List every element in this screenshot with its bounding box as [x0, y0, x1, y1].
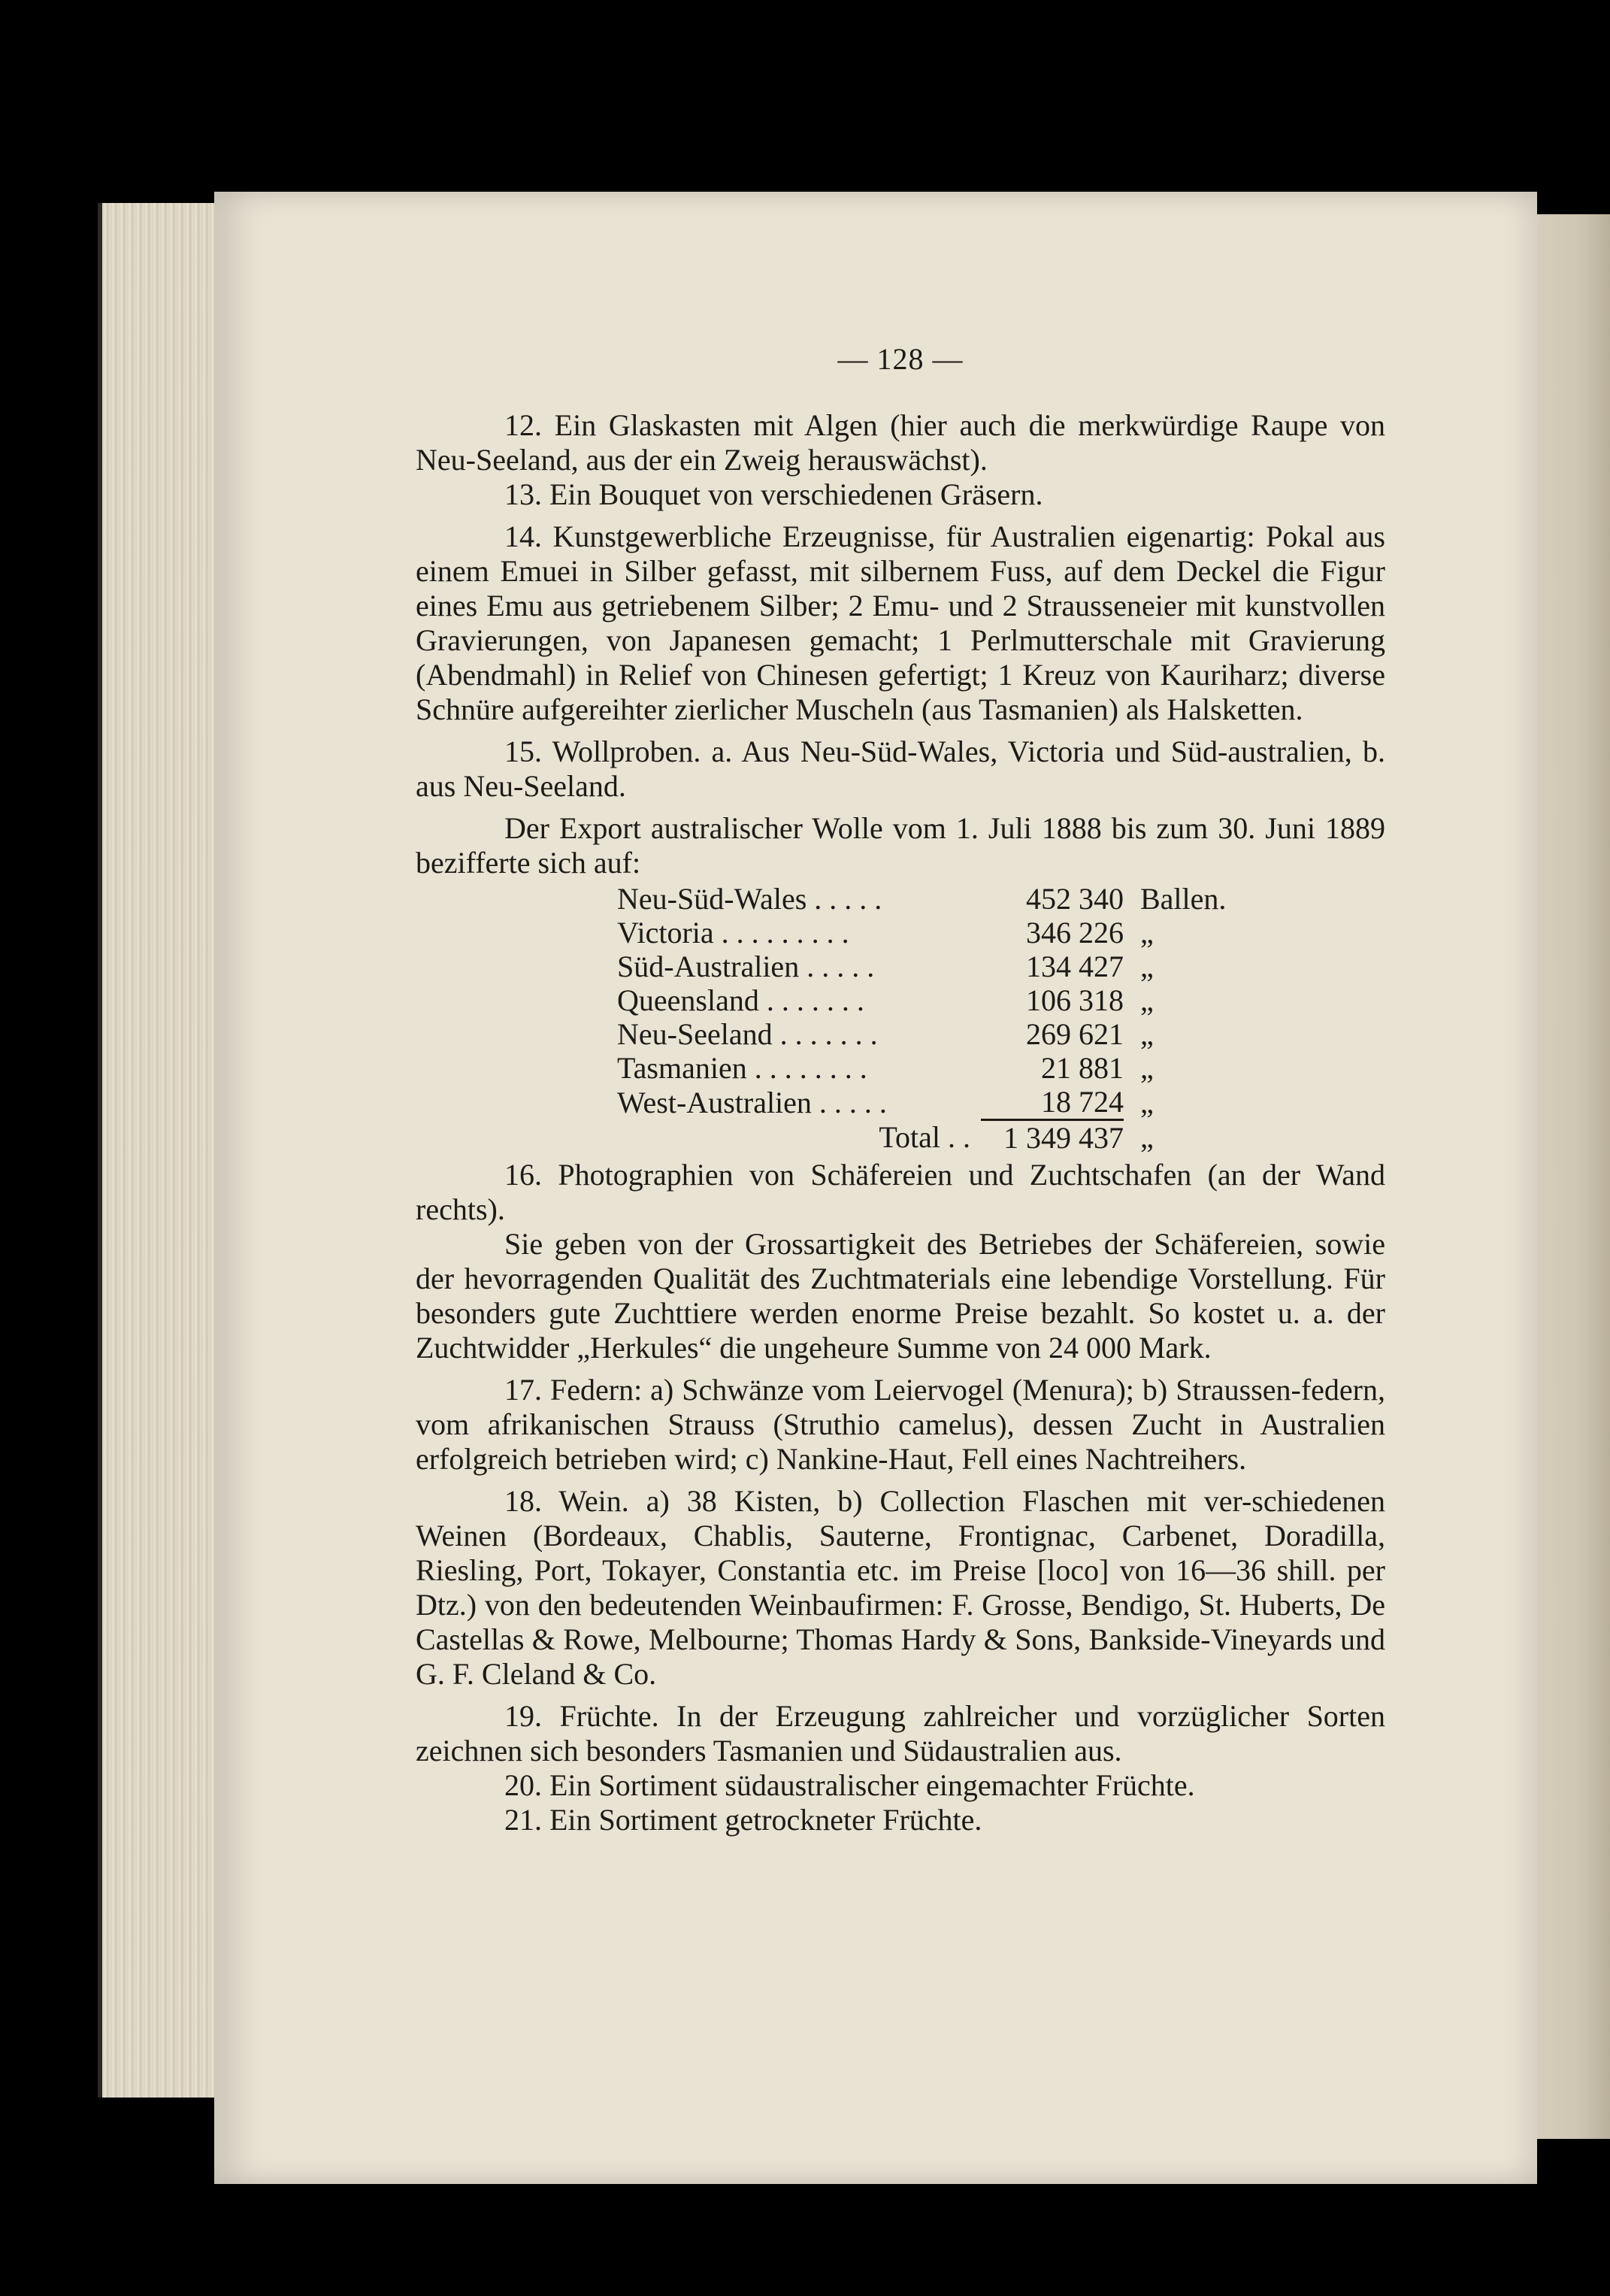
total-unit: „	[1140, 1120, 1154, 1155]
paragraph-16: 16. Photographien von Schäfereien und Zuchtschafen (an der Wand rechts).	[416, 1158, 1385, 1226]
paragraph-15: 15. Wollproben. a. Aus Neu-Süd-Wales, Victoria und Süd-australien, b. aus Neu-Seeland.	[416, 735, 1385, 803]
paragraph-18: 18. Wein. a) 38 Kisten, b) Collection Flaschen mit ver-schiedenen Weinen (Bordeaux, Chablis, Sauterne, Frontignac, Carbenet, Doradilla, Riesling, Port, Tokayer, Constantia etc. im Preise [loco] von 16—36 shill. per Dtz.) von den bedeutenden Weinbaufirmen: F. Grosse, Bendigo, St. Huberts, De Castellas & Rowe, Melbourne; Thomas Hardy & Sons, Bankside-Vineyards und G. F. Cleland & Co.	[416, 1484, 1385, 1691]
unit-cell: „	[1140, 983, 1154, 1017]
table-row	[617, 916, 1260, 950]
unit-cell: „	[1140, 1017, 1154, 1051]
table-row	[617, 882, 1260, 916]
region-cell: Neu-Süd-Wales . . . . .	[617, 882, 882, 916]
book-page	[214, 192, 1537, 2184]
paragraph-16-description: Sie geben von der Grossartigkeit des Betriebes der Schäfereien, sowie der hevorragenden Qualität des Zuchtmaterials eine lebendige Vorstellung. Für besonders gute Zuchttiere werden enorme Preise bezahlt. So kostet u. a. der Zuchtwidder „Herkules“ die ungeheure Summe von 24 000 Mark.	[416, 1227, 1385, 1365]
page-number: — 128 —	[837, 342, 964, 376]
paragraph-13: 13. Ein Bouquet von verschiedenen Gräsern.	[504, 477, 1043, 511]
table-total-row	[617, 1120, 1260, 1156]
region-cell: Victoria . . . . . . . . .	[617, 916, 849, 950]
book-page-edges-right	[1530, 214, 1610, 2139]
total-amount: 1 349 437	[981, 1120, 1124, 1156]
region-cell: Süd-Australien . . . . .	[617, 950, 875, 983]
paragraph-12: 12. Ein Glaskasten mit Algen (hier auch die merkwürdige Raupe von Neu-Seeland, aus der ein Zweig herauswächst).	[416, 408, 1385, 477]
amount-cell: 18 724	[1041, 1085, 1124, 1119]
paragraph-14: 14. Kunstgewerbliche Erzeugnisse, für Australien eigenartig: Pokal aus einem Emuei in Silber gefasst, mit silbernem Fuss, auf dem Deckel die Figur eines Emu aus getriebenem Silber; 2 Emu- und 2 Strausseneier mit kunstvollen Gravierungen, von Japanesen gemacht; 1 Perlmutterschale mit Gravierung (Abendmahl) in Relief von Chinesen gefertigt; 1 Kreuz von Kauriharz; diverse Schnüre aufgereihter zierlicher Muscheln (aus Tasmanien) als Halsketten.	[416, 519, 1385, 726]
paragraph-17: 17. Federn: a) Schwänze vom Leiervogel (Menura); b) Straussen-federn, vom afrikanischen Strauss (Struthio camelus), dessen Zucht in Australien erfolgreich betrieben wird; c) Nankine-Haut, Fell eines Nachtreihers.	[416, 1373, 1385, 1476]
region-cell: Queensland . . . . . . .	[617, 983, 864, 1017]
unit-cell: „	[1140, 916, 1154, 950]
table-row	[617, 1017, 1260, 1051]
table-row	[617, 983, 1260, 1017]
paragraph-20: 20. Ein Sortiment südaustralischer eingemachter Früchte.	[504, 1768, 1195, 1802]
book-page-edges-left	[98, 203, 222, 2098]
unit-cell: „	[1140, 1085, 1154, 1119]
unit-cell: Ballen.	[1140, 882, 1227, 916]
region-cell: Neu-Seeland . . . . . . .	[617, 1017, 878, 1051]
paragraph-export-intro: Der Export australischer Wolle vom 1. Juli 1888 bis zum 30. Juni 1889 bezifferte sich auf:	[416, 811, 1385, 880]
table-row	[617, 1051, 1260, 1085]
page-content	[416, 342, 1385, 1837]
total-label: Total . .	[879, 1120, 970, 1155]
unit-cell: „	[1140, 950, 1154, 983]
region-cell: West-Australien . . . . .	[617, 1085, 887, 1119]
amount-cell: 269 621	[1026, 1017, 1124, 1051]
table-row	[617, 950, 1260, 983]
amount-cell: 346 226	[1026, 916, 1124, 950]
amount-cell: 106 318	[1026, 983, 1124, 1017]
paragraph-21: 21. Ein Sortiment getrockneter Früchte.	[504, 1803, 982, 1837]
amount-cell: 134 427	[1026, 950, 1124, 983]
unit-cell: „	[1140, 1051, 1154, 1085]
paragraph-19: 19. Früchte. In der Erzeugung zahlreicher und vorzüglicher Sorten zeichnen sich besonders Tasmanien und Südaustralien aus.	[416, 1699, 1385, 1767]
amount-cell: 21 881	[1041, 1051, 1124, 1085]
wool-export-table	[617, 882, 1260, 1155]
region-cell: Tasmanien . . . . . . . .	[617, 1051, 867, 1085]
amount-cell: 452 340	[1026, 882, 1124, 916]
table-row	[617, 1085, 1260, 1120]
